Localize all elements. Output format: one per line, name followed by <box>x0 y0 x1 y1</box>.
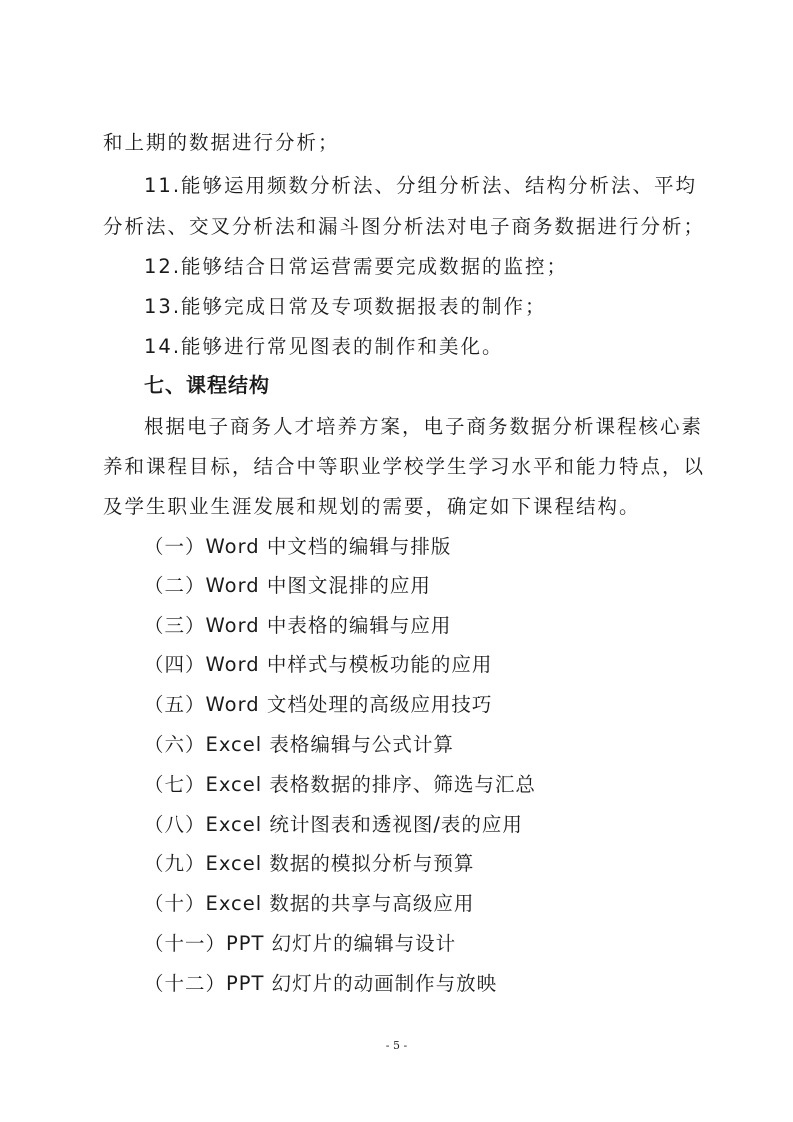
structure-item: （十二）PPT 幻灯片的动画制作与放映 <box>144 972 498 995</box>
list-item-11-continuation: 分析法、交叉分析法和漏斗图分析法对电子商务数据进行分析； <box>103 215 706 238</box>
structure-item: （五）Word 文档处理的高级应用技巧 <box>144 693 493 716</box>
structure-item: （六）Excel 表格编辑与公式计算 <box>144 733 454 756</box>
structure-item: （一）Word 中文档的编辑与排版 <box>144 535 452 558</box>
structure-item: （七）Excel 表格数据的排序、筛选与汇总 <box>144 773 536 796</box>
list-item-14: 14.能够进行常见图表的制作和美化。 <box>144 335 504 358</box>
list-item-12: 12.能够结合日常运营需要完成数据的监控； <box>144 255 569 278</box>
page-number: - 5 - <box>385 1039 408 1052</box>
list-item-13: 13.能够完成日常及专项数据报表的制作； <box>144 295 547 318</box>
intro-line-3: 及学生职业生涯发展和规划的需要，确定如下课程结构。 <box>103 495 641 518</box>
structure-item: （八）Excel 统计图表和透视图/表的应用 <box>144 813 523 836</box>
intro-line-1: 根据电子商务人才培养方案，电子商务数据分析课程核心素 <box>144 415 704 438</box>
structure-item: （二）Word 中图文混排的应用 <box>144 574 431 597</box>
paragraph-continuation: 和上期的数据进行分析； <box>103 131 340 154</box>
structure-item: （九）Excel 数据的模拟分析与预算 <box>144 852 475 875</box>
list-item-11: 11.能够运用频数分析法、分组分析法、结构分析法、平均 <box>144 174 698 197</box>
section-heading: 七、课程结构 <box>144 373 270 397</box>
structure-item: （四）Word 中样式与模板功能的应用 <box>144 653 493 676</box>
structure-item: （三）Word 中表格的编辑与应用 <box>144 614 452 637</box>
intro-line-2: 养和课程目标，结合中等职业学校学生学习水平和能力特点，以 <box>103 455 706 478</box>
structure-item: （十一）PPT 幻灯片的编辑与设计 <box>144 932 457 955</box>
structure-item: （十）Excel 数据的共享与高级应用 <box>144 892 475 915</box>
